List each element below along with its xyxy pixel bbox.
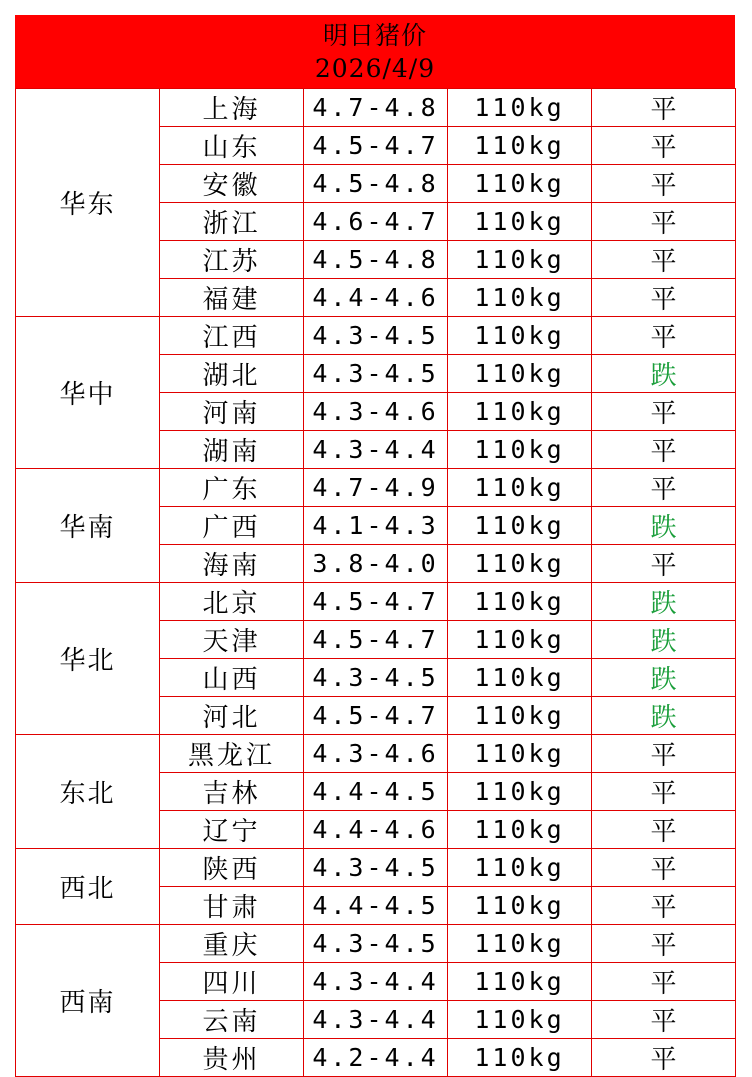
- province-cell: 浙江: [160, 203, 304, 241]
- trend-cell: 平: [592, 127, 736, 165]
- table-row: [16, 317, 736, 355]
- weight-cell: 110kg: [448, 925, 592, 963]
- weight-cell: 110kg: [448, 393, 592, 431]
- trend-cell: 平: [592, 811, 736, 849]
- trend-cell: 平: [592, 925, 736, 963]
- weight-cell: 110kg: [448, 317, 592, 355]
- region-cell: 西南: [16, 925, 160, 1077]
- price-cell: 4.5-4.7: [304, 583, 448, 621]
- price-cell: 4.3-4.5: [304, 355, 448, 393]
- trend-cell: 平: [592, 735, 736, 773]
- sheet-header: [15, 15, 735, 88]
- weight-cell: 110kg: [448, 165, 592, 203]
- price-cell: 4.4-4.5: [304, 773, 448, 811]
- province-cell: 陕西: [160, 849, 304, 887]
- price-sheet: [15, 15, 735, 1077]
- table-row: [16, 469, 736, 507]
- trend-cell: 平: [592, 887, 736, 925]
- trend-cell: 平: [592, 241, 736, 279]
- province-cell: 山西: [160, 659, 304, 697]
- price-cell: 4.2-4.4: [304, 1039, 448, 1077]
- trend-cell: 平: [592, 89, 736, 127]
- trend-cell: 平: [592, 165, 736, 203]
- table-row: [16, 925, 736, 963]
- price-table: [15, 88, 736, 1077]
- weight-cell: 110kg: [448, 203, 592, 241]
- trend-cell: 平: [592, 317, 736, 355]
- province-cell: 黑龙江: [160, 735, 304, 773]
- weight-cell: 110kg: [448, 545, 592, 583]
- trend-cell: 跌: [592, 355, 736, 393]
- weight-cell: 110kg: [448, 811, 592, 849]
- price-cell: 4.7-4.9: [304, 469, 448, 507]
- weight-cell: 110kg: [448, 583, 592, 621]
- province-cell: 贵州: [160, 1039, 304, 1077]
- trend-cell: 平: [592, 545, 736, 583]
- table-row: [16, 849, 736, 887]
- trend-cell: 平: [592, 431, 736, 469]
- price-cell: 4.4-4.6: [304, 279, 448, 317]
- province-cell: 重庆: [160, 925, 304, 963]
- table-row: [16, 583, 736, 621]
- province-cell: 河南: [160, 393, 304, 431]
- price-cell: 3.8-4.0: [304, 545, 448, 583]
- trend-cell: 平: [592, 849, 736, 887]
- weight-cell: 110kg: [448, 469, 592, 507]
- table-row: [16, 735, 736, 773]
- trend-cell: 平: [592, 203, 736, 241]
- weight-cell: 110kg: [448, 241, 592, 279]
- weight-cell: 110kg: [448, 279, 592, 317]
- price-cell: 4.3-4.5: [304, 659, 448, 697]
- province-cell: 上海: [160, 89, 304, 127]
- province-cell: 湖北: [160, 355, 304, 393]
- weight-cell: 110kg: [448, 887, 592, 925]
- province-cell: 福建: [160, 279, 304, 317]
- price-cell: 4.3-4.4: [304, 431, 448, 469]
- weight-cell: 110kg: [448, 621, 592, 659]
- price-cell: 4.3-4.5: [304, 849, 448, 887]
- trend-cell: 跌: [592, 621, 736, 659]
- price-cell: 4.4-4.6: [304, 811, 448, 849]
- province-cell: 安徽: [160, 165, 304, 203]
- weight-cell: 110kg: [448, 355, 592, 393]
- table-row: [16, 89, 736, 127]
- trend-cell: 平: [592, 393, 736, 431]
- trend-cell: 平: [592, 1001, 736, 1039]
- region-cell: 东北: [16, 735, 160, 849]
- price-cell: 4.7-4.8: [304, 89, 448, 127]
- price-cell: 4.3-4.4: [304, 1001, 448, 1039]
- province-cell: 广东: [160, 469, 304, 507]
- weight-cell: 110kg: [448, 963, 592, 1001]
- province-cell: 广西: [160, 507, 304, 545]
- weight-cell: 110kg: [448, 697, 592, 735]
- weight-cell: 110kg: [448, 1001, 592, 1039]
- province-cell: 江西: [160, 317, 304, 355]
- price-cell: 4.5-4.7: [304, 697, 448, 735]
- province-cell: 云南: [160, 1001, 304, 1039]
- province-cell: 吉林: [160, 773, 304, 811]
- region-cell: 华南: [16, 469, 160, 583]
- province-cell: 湖南: [160, 431, 304, 469]
- trend-cell: 跌: [592, 507, 736, 545]
- weight-cell: 110kg: [448, 1039, 592, 1077]
- price-cell: 4.5-4.7: [304, 127, 448, 165]
- weight-cell: 110kg: [448, 431, 592, 469]
- province-cell: 江苏: [160, 241, 304, 279]
- trend-cell: 平: [592, 963, 736, 1001]
- weight-cell: 110kg: [448, 849, 592, 887]
- weight-cell: 110kg: [448, 89, 592, 127]
- weight-cell: 110kg: [448, 735, 592, 773]
- price-cell: 4.3-4.6: [304, 393, 448, 431]
- region-cell: 华中: [16, 317, 160, 469]
- trend-cell: 跌: [592, 697, 736, 735]
- trend-cell: 平: [592, 773, 736, 811]
- price-cell: 4.5-4.8: [304, 165, 448, 203]
- price-cell: 4.3-4.5: [304, 317, 448, 355]
- sheet-title: 明日猪价: [322, 20, 427, 50]
- province-cell: 河北: [160, 697, 304, 735]
- region-cell: 华北: [16, 583, 160, 735]
- price-cell: 4.1-4.3: [304, 507, 448, 545]
- province-cell: 山东: [160, 127, 304, 165]
- weight-cell: 110kg: [448, 507, 592, 545]
- sheet-date: 2026/4/9: [314, 53, 436, 83]
- weight-cell: 110kg: [448, 127, 592, 165]
- province-cell: 四川: [160, 963, 304, 1001]
- price-cell: 4.4-4.5: [304, 887, 448, 925]
- price-cell: 4.6-4.7: [304, 203, 448, 241]
- trend-cell: 跌: [592, 659, 736, 697]
- province-cell: 海南: [160, 545, 304, 583]
- province-cell: 辽宁: [160, 811, 304, 849]
- province-cell: 甘肃: [160, 887, 304, 925]
- price-cell: 4.5-4.8: [304, 241, 448, 279]
- price-cell: 4.5-4.7: [304, 621, 448, 659]
- weight-cell: 110kg: [448, 659, 592, 697]
- region-cell: 华东: [16, 89, 160, 317]
- region-cell: 西北: [16, 849, 160, 925]
- price-cell: 4.3-4.6: [304, 735, 448, 773]
- province-cell: 北京: [160, 583, 304, 621]
- price-cell: 4.3-4.4: [304, 963, 448, 1001]
- weight-cell: 110kg: [448, 773, 592, 811]
- trend-cell: 平: [592, 469, 736, 507]
- trend-cell: 跌: [592, 583, 736, 621]
- price-cell: 4.3-4.5: [304, 925, 448, 963]
- trend-cell: 平: [592, 1039, 736, 1077]
- province-cell: 天津: [160, 621, 304, 659]
- trend-cell: 平: [592, 279, 736, 317]
